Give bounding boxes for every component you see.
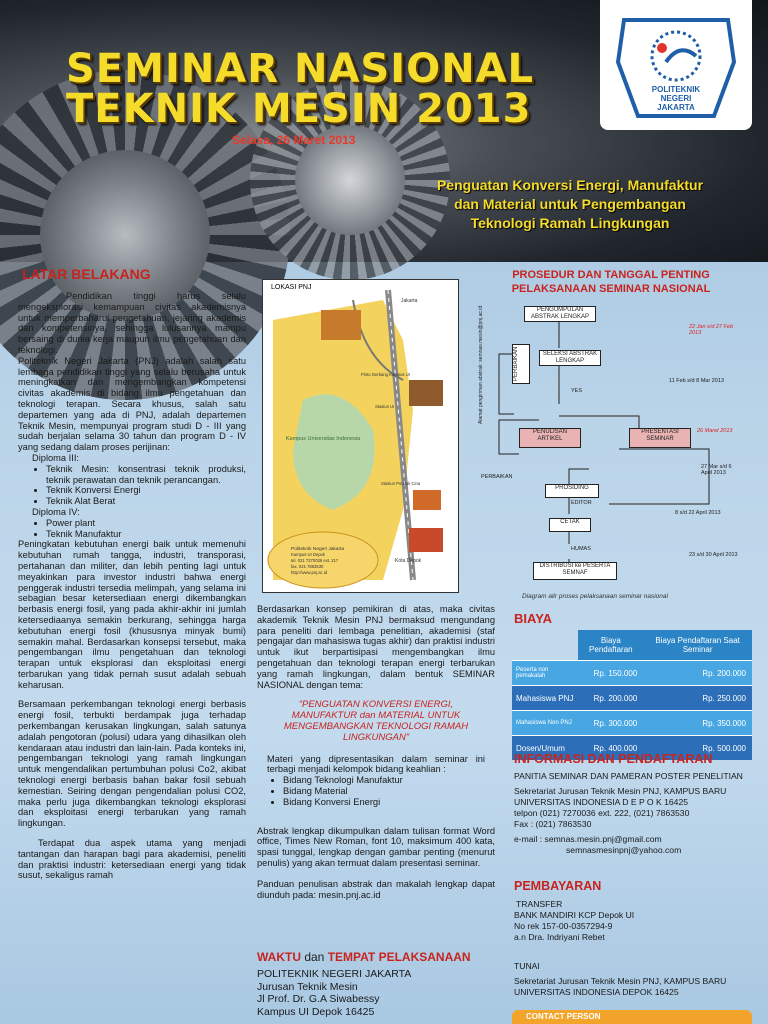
list-item: • Teknik Alat Berat [46, 496, 246, 507]
abstrak-text: Abstrak lengkap dikumpulkan dalam tulisan format Word office, Times New Roman, font 10, maksimum 400 kata, spasi tunggal, lengkap dengan gambar penting (menurut penulis) yang akan termuat dalam presentasi seminar. [257, 825, 495, 868]
list-item: • Bidang Teknologi Manufaktur [283, 775, 495, 786]
flow-node: SELEKSI ABSTRAK LENGKAP [539, 350, 601, 366]
list-item: • Teknik Mesin: konsentrasi teknik produksi, teknik perawatan dan teknik perancangan. [46, 464, 246, 486]
pembayaran-line: No rek 157-00-0357294-9 [514, 921, 613, 931]
row-label: Mahasiswa PNJ [512, 686, 578, 711]
title-line-2: TEKNIK MESIN 2013 [66, 86, 532, 132]
flow-node: PERBAIKAN [512, 344, 530, 384]
map-photo [321, 310, 361, 340]
list-item: • Teknik Konversi Energi [46, 485, 246, 496]
biaya-table [512, 630, 752, 760]
pembayaran-heading: PEMBAYARAN [514, 879, 602, 893]
diploma3-label: Diploma III: [32, 452, 80, 463]
materi-intro: Materi yang dipresentasikan dalam seminar ini terbagi menjadi kelompok bidang keahlian : [267, 753, 485, 775]
materi-list [257, 775, 495, 807]
list-item: • Teknik Manufaktur [46, 529, 246, 540]
info-email: e-mail : semnas.mesin.pnj@gmail.com [514, 834, 662, 844]
latar-paragraph: Pendidikan tinggi harus selalu mengeksplorasi kemampuan civitas akademisnya untuk memperbaharui pengetahuan, jejaring akademis dan kompetensinya, sehingga lulusannya mampu bersaing di dunia kerja maupun ilmu pengetahuan dan teknologi. [18, 291, 246, 355]
latar-paragraph: Terdapat dua aspek utama yang menjadi tantangan dan harapan bagi para akademisi, peneliti dan praktisi industri: ketersediaan energi yang tidak susut, sekaligus ramah [18, 838, 246, 881]
info-body [514, 771, 754, 856]
map-pnj-info: Politeknik Negeri Jakarta [291, 547, 345, 552]
flow-note: EDITOR [571, 500, 592, 506]
waktu-heading-part: dan [301, 950, 328, 964]
logo-text: JAKARTA [657, 103, 695, 112]
logo-text: NEGERI [660, 94, 692, 103]
theme-quote: “PENGUATAN KONVERSI ENERGI, MANUFAKTUR dan MATERIAL UNTUK MENGEMBANGKAN TEKNOLOGI RAMAH LINGKUNGAN” [283, 699, 469, 743]
map-label: LOKASI PNJ [271, 284, 312, 291]
map-photo [409, 528, 443, 552]
flow-note: 26 Maret 2013 [697, 428, 733, 434]
location-map [262, 279, 459, 593]
row-value: Rp. 200.000 [643, 661, 752, 686]
map-place: Kota Depok [395, 558, 422, 564]
table-row [512, 661, 752, 686]
table-row [512, 686, 752, 711]
map-photo [409, 380, 443, 406]
list-item: • Bidang Material [283, 786, 495, 797]
flow-node: CETAK [549, 518, 591, 532]
info-line: telpon (021) 7270036 ext. 222, (021) 7863530 [514, 808, 690, 818]
map-pnj-info: http://www.pnj.ac.id [291, 570, 328, 575]
title-line-1: SEMINAR NASIONAL [66, 46, 535, 92]
event-theme [400, 176, 740, 233]
theme-line: dan Material untuk Pengembangan [454, 196, 686, 212]
middle-body [257, 604, 495, 900]
latar-body [18, 291, 246, 881]
row-value: Rp. 400.000 [578, 736, 643, 761]
map-drawing [263, 280, 458, 592]
prosedur-heading-line: PROSEDUR DAN TANGGAL PENTING [512, 269, 710, 281]
side-note: Alamat pengiriman abstrak: semnas.mesin@pnj.ac.id [478, 305, 484, 424]
latar-paragraph: Peningkatan kebutuhan energi baik untuk memenuhi kebutuhan rumah tangga, industri, transporasi, pertahanan dan militer, dan lebih penting lagi untuk meyakinkan para investor industri bahwa energi penggerak industri tersedia melimpah, yang selama ini sebagian besar ketersediaan energi dikembangkan berbasis energi fosil, yang pada akhir-akhir ini jumlah ketersediaanya semakin berkurang, sehingga harga kebutuhan energi fosil (khususnya minyak bumi) semakin mahal. Berdasarkan konsepsi tersebut, maka pengembangan ilmu pengetahuan dan teknologi terapan untuk eksplorasi dan eksploitasi energi terbarukan yang tidak pernah susut adalah sebuah keharusan. [18, 539, 246, 690]
flow-note: PERBAIKAN [481, 474, 513, 480]
waktu-line: Jl Prof. Dr. G.A Siwabessy [257, 993, 380, 1005]
map-campus-label: Kampus Universitas Indonesia [285, 436, 361, 442]
pnj-logo-icon [614, 12, 738, 124]
waktu-heading-part: WAKTU [257, 950, 301, 964]
info-line: Sekretariat Jurusan Teknik Mesin PNJ, KAMPUS BARU UNIVERSITAS INDONESIA D E P O K 16425 [514, 786, 727, 807]
map-place: Stasiun UI [375, 404, 395, 409]
flow-node: PRESENTASI SEMINAR [629, 428, 691, 448]
theme-line: Penguatan Konversi Energi, Manufaktur [436, 177, 704, 193]
flow-node: PENGUMPULAN ABSTRAK LENGKAP [524, 306, 596, 322]
waktu-line: Kampus UI Depok 16425 [257, 1005, 375, 1018]
flow-caption: Diagram alir proses pelaksanaan seminar nasional [522, 593, 668, 600]
waktu-body [257, 968, 477, 1018]
pembayaran-line: TRANSFER [516, 899, 563, 909]
flow-note: 11 Feb s/d 8 Mar 2013 [669, 378, 724, 384]
map-pnj-info: tel. 021 7270036 ext. 217 [291, 558, 339, 563]
event-date: Selasa, 26 Maret 2013 [232, 133, 356, 147]
row-label: Peserta non pemakalah [512, 661, 578, 686]
flow-note: YES [571, 388, 583, 394]
diploma3-list [18, 464, 246, 507]
flow-note: 22 Jan s/d 27 Feb 2013 [689, 324, 734, 336]
table-row [512, 711, 752, 736]
latar-heading: LATAR BELAKANG [22, 266, 151, 282]
latar-paragraph: Politeknik Negeri Jakarta (PNJ) adalah salah satu lembaga pendidikan tinggi yang selalu berusaha untuk meningkatkan dan mengembangkan kompetensi civitas akademis di bidang ilmu pengetahuan dan teknologi terapan. Secara khusus, salah satu departemen yang ada di PNJ, adalah departemen Teknik Mesin, mempunyai program studi D - III yang sudah berjalan selama 30 tahun dan program D - IV yang sedang dalam proses perijinan: [18, 355, 246, 453]
map-place: Pintu Gerbang Kampus UI [361, 372, 410, 377]
flow-node: DISTRIBUSI ke PESERTA SEMNAF [533, 562, 617, 580]
table-header-row [512, 630, 752, 661]
diploma4-list [18, 518, 246, 540]
flow-diagram [479, 304, 741, 594]
waktu-line: POLITEKNIK NEGERI JAKARTA [257, 968, 412, 980]
flow-node: PROSIDING [545, 484, 599, 498]
row-label: Dosen/Umum [512, 736, 578, 761]
pembayaran-line: a.n Dra. Indriyani Rebet [514, 932, 605, 942]
header-banner [0, 0, 768, 262]
contact-person-bar [512, 1010, 752, 1024]
row-value: Rp. 250.000 [643, 686, 752, 711]
contact-label: CONTACT PERSON [526, 1012, 601, 1021]
row-label: Mahasiswa Non PNJ [512, 711, 578, 736]
info-email: semnasmesinpnj@yahoo.com [566, 845, 682, 855]
theme-line: Teknologi Ramah Lingkungan [470, 215, 670, 231]
map-pnj-info: fax. 021 7863530 [291, 564, 324, 569]
info-line: Fax : (021) 7863530 [514, 819, 592, 829]
row-value: Rp. 300.000 [578, 711, 643, 736]
map-pnj-info: Kampus UI Depok [291, 552, 325, 557]
map-place: Stasiun Pondok Cina [381, 481, 421, 486]
pembayaran-body [514, 899, 754, 998]
map-place: Jakarta [401, 298, 418, 304]
list-item: • Power plant [46, 518, 246, 529]
latar-paragraph: Bersamaan perkembangan teknologi energi berbasis energi fosil, terbukti berdampak juga terhadap perkembangan kerusakan lingkungan, salah satunya adalah pengotoran (polusi) udara yang dihasilkan oleh kendaraan atau industri dan lain-lain. Pada konteks ini, pengembangan teknologi yang ramah lingkungan untuk mengendalikan pertumbuhan polusi Co2, akibat teknologi energi berbasis bahan bakar fosil sebuah kemestian. Seiring dengan pengendalian polusi CO2, maka perlu juga dikembangkan teknologi eksplorasi dan eksploitasi energi terbarukan yang ramah lingkungan. [18, 699, 246, 829]
flow-note: 8 s/d 22 April 2013 [675, 510, 721, 516]
flow-note: HUMAS [571, 546, 591, 552]
logo-text: POLITEKNIK [651, 85, 701, 94]
info-line: PANITIA SEMINAR DAN PAMERAN POSTER PENELITIAN [514, 771, 743, 781]
flow-note: 27 Mar s/d 6 April 2013 [701, 464, 732, 476]
map-photo [413, 490, 441, 510]
diploma4-label: Diploma IV: [32, 506, 80, 517]
waktu-heading [257, 950, 471, 964]
biaya-heading: BIAYA [514, 611, 553, 626]
prosedur-heading [486, 268, 736, 296]
flow-note: 23 s/d 30 April 2013 [689, 552, 738, 558]
list-item: • Bidang Konversi Energi [283, 797, 495, 808]
prosedur-heading-line: PELAKSANAAN SEMINAR NASIONAL [511, 283, 711, 295]
info-heading: INFORMASI DAN PENDAFTARAN [514, 752, 713, 766]
column-header: Biaya Pendaftaran Saat Seminar [643, 630, 752, 661]
row-value: Rp. 200.000 [578, 686, 643, 711]
row-value: Rp. 150.000 [578, 661, 643, 686]
flow-node: PENULISAN ARTIKEL [519, 428, 581, 448]
row-value: Rp. 500.000 [643, 736, 752, 761]
row-value: Rp. 350.000 [643, 711, 752, 736]
waktu-heading-part: TEMPAT PELAKSANAAN [327, 950, 471, 964]
panduan-text: Panduan penulisan abstrak dan makalah lengkap dapat diunduh pada: mesin.pnj.ac.id [257, 878, 495, 900]
pembayaran-line: Sekretariat Jurusan Teknik Mesin PNJ, KAMPUS BARU UNIVERSITAS INDONESIA DEPOK 16425 [514, 976, 727, 997]
pembayaran-line: BANK MANDIRI KCP Depok UI [514, 910, 635, 920]
waktu-line: Jurusan Teknik Mesin [257, 980, 358, 993]
column-header: Biaya Pendaftaran [578, 630, 643, 661]
pembayaran-line: TUNAI [514, 961, 540, 971]
middle-paragraph: Berdasarkan konsep pemikiran di atas, maka civitas akademik Teknik Mesin PNJ bermaksud mengundang para peneliti dari lembaga penelitian, akademisi (staf pengajar dan mahasiswa tugas akhir) dan praktisi industri untuk ikut berpartisipasi mengembangkan ilmu pengetahuan dan teknologi terapan energi terbarukan yang ramah lingkungan, dalam bentuk SEMINAR NASIONAL dengan tema: [257, 604, 495, 690]
